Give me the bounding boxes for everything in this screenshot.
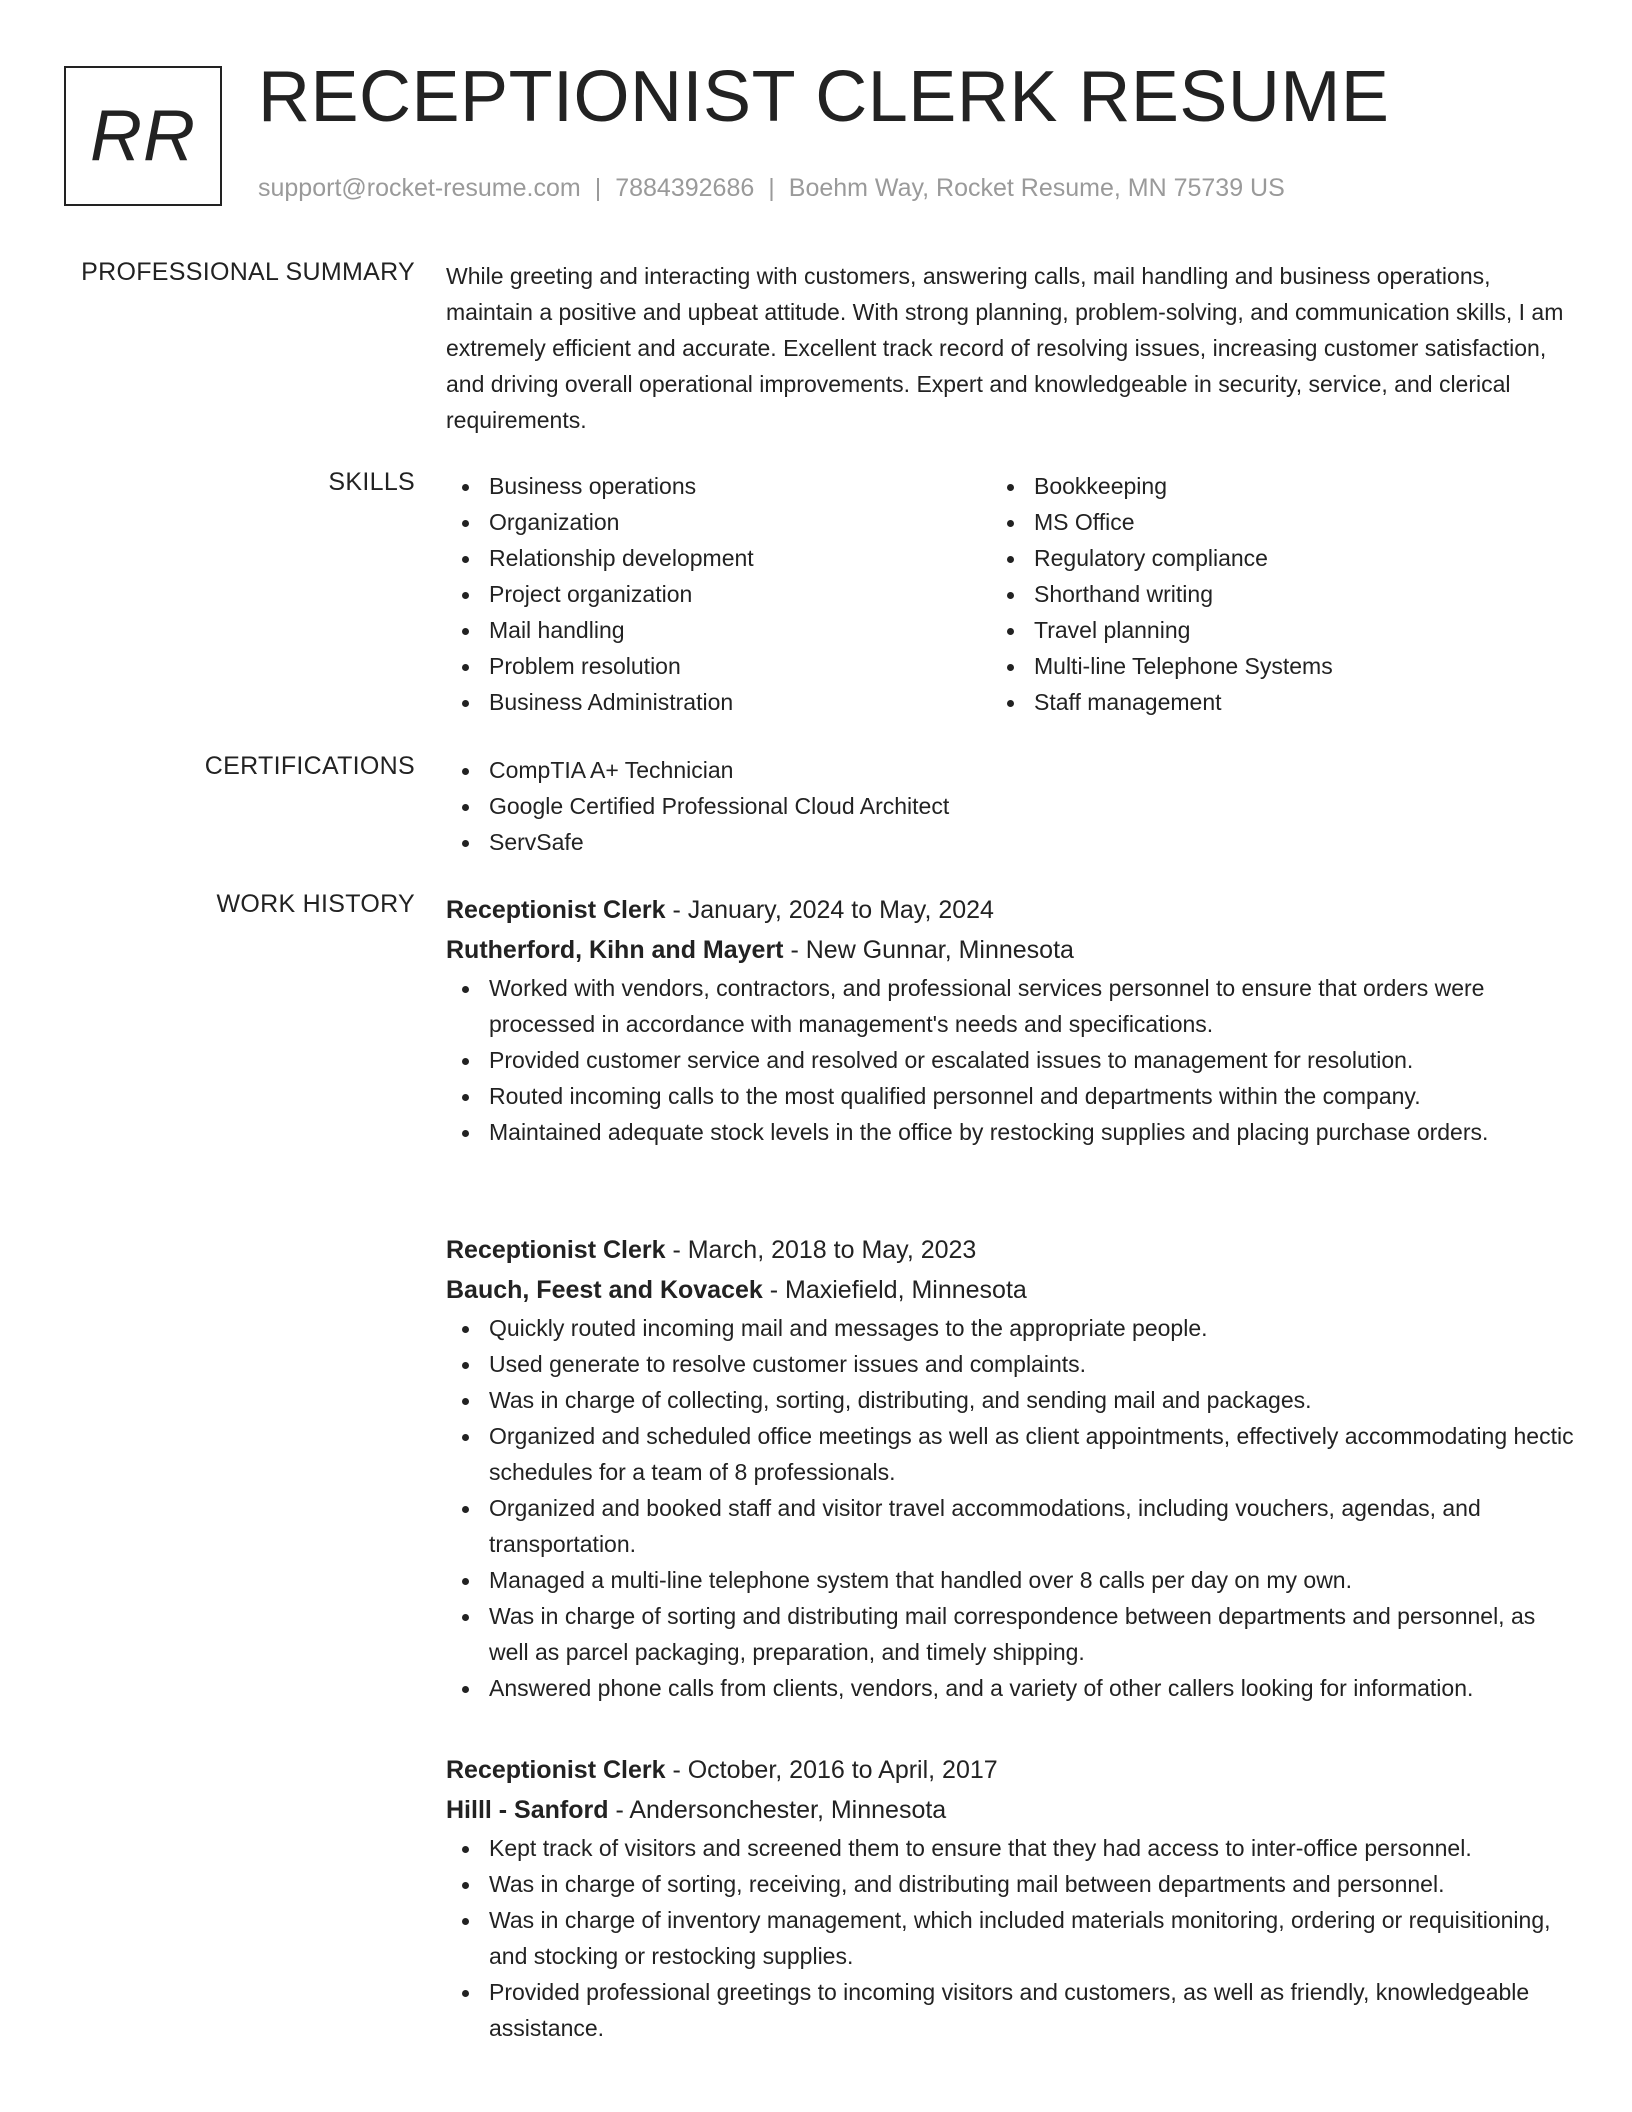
job-bullet: Quickly routed incoming mail and messages to the appropriate people. [446,1310,1576,1346]
work-history-heading: WORK HISTORY [216,890,415,918]
job-bullet: Was in charge of inventory management, which included materials monitoring, ordering or requisitioning, and stocking or restocking supplies. [446,1902,1576,1974]
monogram-logo: RR [64,66,222,206]
job-bullets [446,1310,1576,1706]
dash: - [665,1756,688,1784]
job-bullets [446,970,1576,1150]
job-bullet: Answered phone calls from clients, vendors, and a variety of other callers looking for information. [446,1670,1576,1706]
skill-item: Problem resolution [446,648,966,684]
job-bullet: Used generate to resolve customer issues and complaints. [446,1346,1576,1382]
dash: - [608,1796,630,1824]
job-title: Receptionist Clerk [446,896,666,924]
contact-separator: | [768,174,775,202]
summary-body [446,258,1576,438]
skill-item: Bookkeeping [991,468,1511,504]
job-title: Receptionist Clerk [446,1756,666,1784]
skill-item: Business Administration [446,684,966,720]
certifications-list [446,752,1576,860]
job-bullet: Organized and booked staff and visitor travel accommodations, including vouchers, agendas, and transportation. [446,1490,1576,1562]
skill-item: Project organization [446,576,966,612]
job-location: Maxiefield, Minnesota [785,1276,1027,1304]
skills-list-left [446,468,966,720]
job-location: New Gunnar, Minnesota [805,936,1074,964]
job-bullet: Was in charge of sorting and distributing mail correspondence between departments and personnel, as well as parcel packaging, preparation, and timely shipping. [446,1598,1576,1670]
job-bullet: Was in charge of sorting, receiving, and distributing mail between departments and personnel. [446,1866,1576,1902]
certification-item: CompTIA A+ Technician [446,752,1576,788]
skills-heading: SKILLS [328,468,415,496]
job-dates: March, 2018 to May, 2023 [687,1236,977,1264]
skill-item: Staff management [991,684,1511,720]
job-title-line [446,890,1576,930]
job-bullet: Was in charge of collecting, sorting, distributing, and sending mail and packages. [446,1382,1576,1418]
job-title-line [446,1230,1576,1270]
job-bullet: Worked with vendors, contractors, and professional services personnel to ensure that orders were processed in accordance with management's needs and specifications. [446,970,1576,1042]
skill-item: Shorthand writing [991,576,1511,612]
contact-email[interactable]: support@rocket-resume.com [258,174,581,202]
job-company: Hilll - Sanford [446,1796,609,1824]
skill-item: Regulatory compliance [991,540,1511,576]
skill-item: Business operations [446,468,966,504]
job-entry [446,890,1576,1150]
job-bullet: Routed incoming calls to the most qualified personnel and departments within the company. [446,1078,1576,1114]
dash: - [665,896,688,924]
job-bullet: Provided professional greetings to incoming visitors and customers, as well as friendly, knowledgeable assistance. [446,1974,1576,2046]
job-dates: October, 2016 to April, 2017 [687,1756,998,1784]
job-dates: January, 2024 to May, 2024 [687,896,994,924]
job-entry [446,1750,1576,2046]
job-bullet: Maintained adequate stock levels in the office by restocking supplies and placing purchase orders. [446,1114,1576,1150]
certification-item: Google Certified Professional Cloud Architect [446,788,1576,824]
skill-item: Relationship development [446,540,966,576]
contact-phone[interactable]: 7884392686 [615,174,755,202]
dash: - [665,1236,688,1264]
job-title-line [446,1750,1576,1790]
job-company: Rutherford, Kihn and Mayert [446,936,784,964]
job-location: Andersonchester, Minnesota [629,1796,947,1824]
skill-item: Multi-line Telephone Systems [991,648,1511,684]
contact-line [258,174,1285,203]
contact-separator: | [594,174,602,202]
skills-list-right [991,468,1511,720]
job-company: Bauch, Feest and Kovacek [446,1276,763,1304]
contact-address: Boehm Way, Rocket Resume, MN 75739 US [788,174,1285,202]
job-bullet: Provided customer service and resolved or escalated issues to management for resolution. [446,1042,1576,1078]
summary-text: While greeting and interacting with customers, answering calls, mail handling and business operations, maintain a positive and upbeat attitude. With strong planning, problem-solving, and communication skills, I am extremely efficient and accurate. Excellent track record of resolving issues, increasing customer satisfaction, and driving overall operational improvements. Expert and knowledgeable in security, service, and clerical requirements. [446,263,1564,433]
certification-item: ServSafe [446,824,1576,860]
certifications-heading: CERTIFICATIONS [204,752,415,780]
summary-heading: PROFESSIONAL SUMMARY [81,258,415,286]
job-bullets [446,1830,1576,2046]
dash: - [783,936,806,964]
dash: - [762,1276,786,1304]
resume-title: RECEPTIONIST CLERK RESUME [258,57,1390,137]
job-bullet: Kept track of visitors and screened them to ensure that they had access to inter-office personnel. [446,1830,1576,1866]
certifications-body [446,752,1576,860]
job-bullet: Managed a multi-line telephone system that handled over 8 calls per day on my own. [446,1562,1576,1598]
job-entry [446,1230,1576,1706]
skill-item: Organization [446,504,966,540]
job-company-line [446,1790,1576,1830]
skill-item: Mail handling [446,612,966,648]
skill-item: MS Office [991,504,1511,540]
skill-item: Travel planning [991,612,1511,648]
job-bullet: Organized and scheduled office meetings as well as client appointments, effectively accommodating hectic schedules for a team of 8 professionals. [446,1418,1576,1490]
job-title: Receptionist Clerk [446,1236,666,1264]
job-company-line [446,930,1576,970]
job-company-line [446,1270,1576,1310]
